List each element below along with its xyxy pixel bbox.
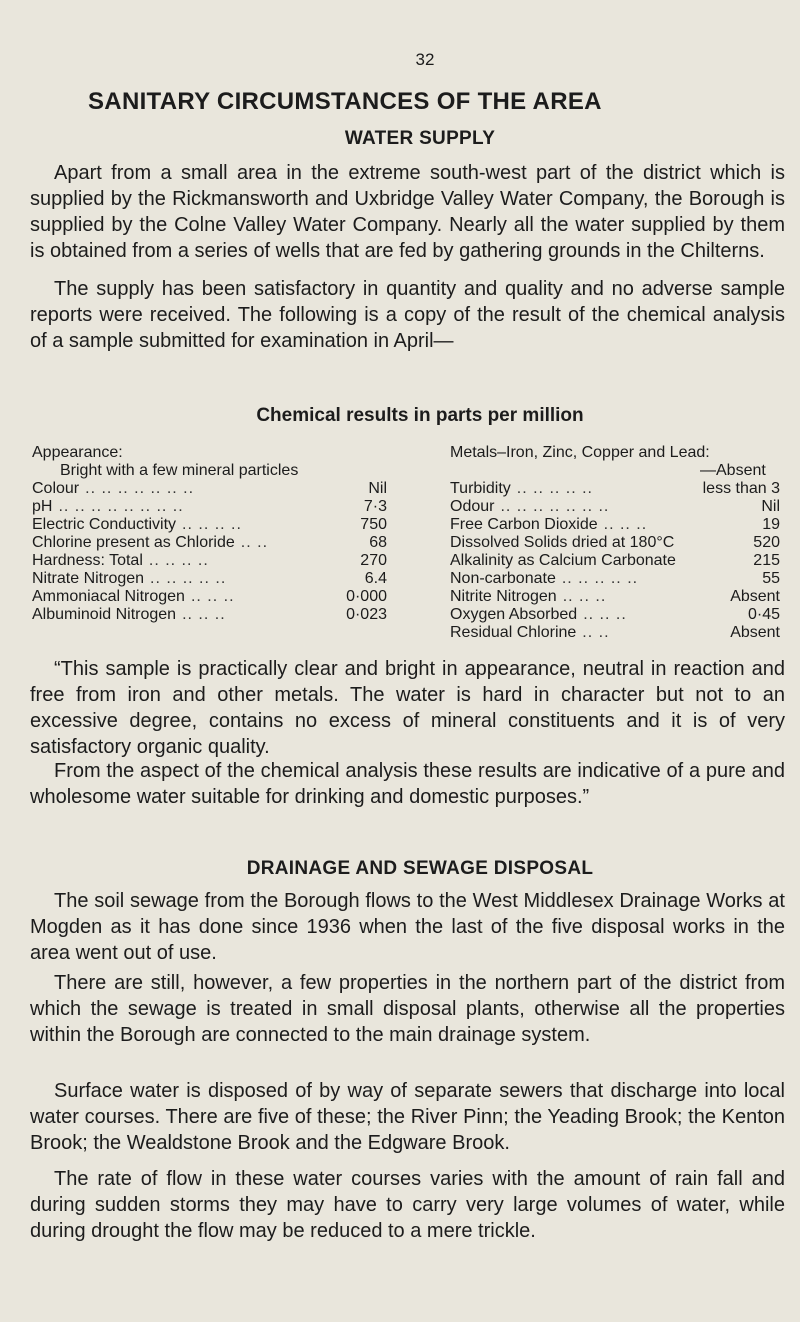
page-number: 32: [415, 50, 435, 69]
paragraph-drainage-3: Surface water is disposed of by way of separate sewers that discharge into local water courses. There are five of these; the River Pinn; the Yeading Brook; the Kenton Brook; the Wealdstone Brook and the Edgware Brook.: [30, 1080, 785, 1154]
paragraph-quote-2: From the aspect of the chemical analysis these results are indicative of a pure and wholesome water suitable for drinking and domestic purposes.”: [30, 760, 785, 808]
paragraph-drainage-4: The rate of flow in these water courses varies with the amount of rain fall and during sudden storms they may have to carry very large volumes of water, while during drought the flow may be reduced to a mere trickle.: [30, 1168, 785, 1242]
section-heading-drainage: DRAINAGE AND SEWAGE DISPOSAL: [246, 858, 594, 879]
result-row-residual-chlorine: Residual Chlorine .. .. Absent: [450, 624, 780, 641]
result-row-alkalinity: Alkalinity as Calcium Carbonate 215: [450, 552, 780, 569]
paragraph-drainage-2: There are still, however, a few properties in the northern part of the district from which the sewage is treated in small disposal plants, otherwise all the properties within the Borough are connected to the main drainage system.: [30, 972, 785, 1046]
result-row-odour: Odour .. .. .. .. .. .. .. Nil: [450, 498, 780, 515]
result-row-nitrite-nitrogen: Nitrite Nitrogen .. .. .. Absent: [450, 588, 780, 605]
result-row-colour: Colour .. .. .. .. .. .. .. Nil: [32, 480, 387, 497]
result-row-electric-conductivity: Electric Conductivity .. .. .. .. 750: [32, 516, 387, 533]
result-row-ph: pH .. .. .. .. .. .. .. .. 7·3: [32, 498, 387, 515]
metals-value: —Absent: [700, 462, 766, 479]
paragraph-quote-1: “This sample is practically clear and bright in appearance, neutral in reaction and free from iron and other metals. The water is hard in character but not to an excessive degree, contains no excess of mineral constituents and it is of very satisfactory organic quality.: [30, 658, 785, 758]
result-row-albuminoid-nitrogen: Albuminoid Nitrogen .. .. .. 0·023: [32, 606, 387, 623]
chemical-results-title: Chemical results in parts per million: [256, 405, 584, 426]
paragraph-water-supply-2: The supply has been satisfactory in quantity and quality and no adverse sample reports were received. The following is a copy of the result of the chemical analysis of a sample submitted for examination in April—: [30, 278, 785, 352]
result-row-hardness: Hardness: Total .. .. .. .. 270: [32, 552, 387, 569]
page-title: SANITARY CIRCUMSTANCES OF THE AREA: [88, 88, 602, 115]
result-row-oxygen-absorbed: Oxygen Absorbed .. .. .. 0·45: [450, 606, 780, 623]
appearance-value: Bright with a few mineral particles: [60, 462, 299, 479]
paragraph-water-supply-1: Apart from a small area in the extreme south-west part of the district which is supplied by the Rickmansworth and Uxbridge Valley Water Company, the Borough is supplied by the Colne Valley Water Company. Nearly all the water supplied by them is obtained from a series of wells that are fed by gathering grounds in the Chilterns.: [30, 162, 785, 262]
paragraph-drainage-1: The soil sewage from the Borough flows to the West Middlesex Drainage Works at Mogden as it has done since 1936 when the last of the five disposal works in the area went out of use.: [30, 890, 785, 964]
result-row-non-carbonate: Non-carbonate .. .. .. .. .. 55: [450, 570, 780, 587]
result-row-chlorine: Chlorine present as Chloride .. .. 68: [32, 534, 387, 551]
appearance-label: Appearance:: [32, 444, 123, 461]
section-heading-water-supply: WATER SUPPLY: [344, 128, 496, 149]
result-row-nitrate-nitrogen: Nitrate Nitrogen .. .. .. .. .. 6.4: [32, 570, 387, 587]
result-row-dissolved-solids: Dissolved Solids dried at 180°C 520: [450, 534, 780, 551]
result-row-free-carbon-dioxide: Free Carbon Dioxide .. .. .. 19: [450, 516, 780, 533]
result-row-ammoniacal-nitrogen: Ammoniacal Nitrogen .. .. .. 0·000: [32, 588, 387, 605]
metals-label: Metals–Iron, Zinc, Copper and Lead:: [450, 444, 710, 461]
result-row-turbidity: Turbidity .. .. .. .. .. less than 3: [450, 480, 780, 497]
